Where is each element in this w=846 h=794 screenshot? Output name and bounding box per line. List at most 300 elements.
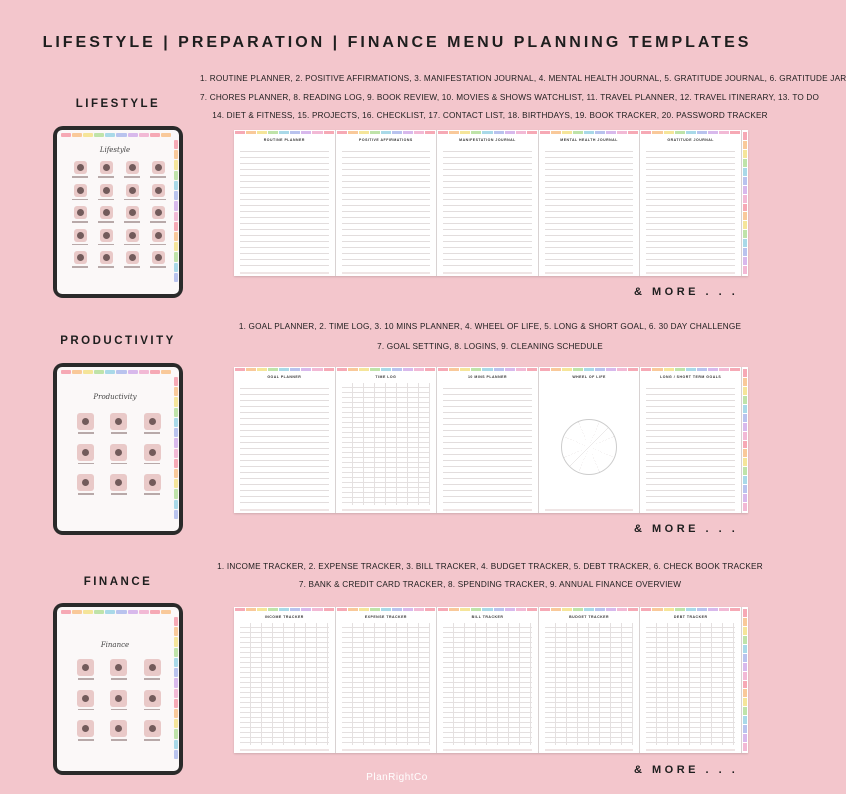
strip-side-tab[interactable] xyxy=(743,159,747,167)
page-tab[interactable] xyxy=(686,608,696,611)
strip-side-tab[interactable] xyxy=(743,716,747,724)
tablet-side-tab[interactable] xyxy=(174,232,178,241)
menu-icon-tile[interactable] xyxy=(136,474,169,495)
strip-side-tab[interactable] xyxy=(743,467,747,475)
page-tab[interactable] xyxy=(551,131,561,134)
tablet-top-tab[interactable] xyxy=(139,610,149,614)
page-tab[interactable] xyxy=(606,608,616,611)
tablet-top-tabs[interactable] xyxy=(61,370,171,374)
page-tab[interactable] xyxy=(551,608,561,611)
tablet-side-tab[interactable] xyxy=(174,201,178,210)
strip-side-tab[interactable] xyxy=(743,698,747,706)
strip-side-tab[interactable] xyxy=(743,168,747,176)
page-tab[interactable] xyxy=(708,131,718,134)
menu-icon-tile[interactable] xyxy=(102,474,135,495)
menu-icon-tile[interactable] xyxy=(67,161,93,178)
strip-side-tab[interactable] xyxy=(743,636,747,644)
strip-side-tab[interactable] xyxy=(743,654,747,662)
menu-icon-tile[interactable] xyxy=(145,251,171,268)
tablet-side-tab[interactable] xyxy=(174,263,178,272)
page-tab[interactable] xyxy=(312,131,322,134)
page-tab[interactable] xyxy=(381,131,391,134)
page-tab[interactable] xyxy=(540,131,550,134)
page-tab[interactable] xyxy=(246,131,256,134)
page-tab[interactable] xyxy=(641,368,651,371)
tablet-side-tab[interactable] xyxy=(174,709,178,718)
page-tab[interactable] xyxy=(403,368,413,371)
page-tab[interactable] xyxy=(675,608,685,611)
page-tab[interactable] xyxy=(460,131,470,134)
strip-side-tab[interactable] xyxy=(743,423,747,431)
menu-icon-tile[interactable] xyxy=(102,413,135,434)
template-page[interactable] xyxy=(640,130,742,276)
page-tab[interactable] xyxy=(471,608,481,611)
page-tab[interactable] xyxy=(675,368,685,371)
strip-side-tabs[interactable] xyxy=(742,607,748,753)
menu-icon-tile[interactable] xyxy=(136,720,169,741)
tablet-side-tab[interactable] xyxy=(174,689,178,698)
page-tab[interactable] xyxy=(562,131,572,134)
page-tab[interactable] xyxy=(279,131,289,134)
page-tab[interactable] xyxy=(628,368,638,371)
template-page[interactable] xyxy=(336,130,438,276)
menu-icon-tile[interactable] xyxy=(136,659,169,680)
template-page[interactable] xyxy=(539,367,641,513)
tablet-side-tab[interactable] xyxy=(174,212,178,221)
tablet-top-tab[interactable] xyxy=(128,133,138,137)
page-tab[interactable] xyxy=(540,608,550,611)
menu-icon-tile[interactable] xyxy=(102,690,135,711)
menu-icon-tile[interactable] xyxy=(69,720,102,741)
page-tab[interactable] xyxy=(337,131,347,134)
page-tab[interactable] xyxy=(675,131,685,134)
tablet-side-tab[interactable] xyxy=(174,479,178,488)
page-tab[interactable] xyxy=(606,368,616,371)
tablet-top-tab[interactable] xyxy=(116,370,126,374)
page-tab[interactable] xyxy=(719,131,729,134)
tablet-top-tab[interactable] xyxy=(83,370,93,374)
strip-side-tab[interactable] xyxy=(743,132,747,140)
page-tab[interactable] xyxy=(290,368,300,371)
page-tab[interactable] xyxy=(708,368,718,371)
tablet-side-tab[interactable] xyxy=(174,171,178,180)
strip-side-tab[interactable] xyxy=(743,707,747,715)
page-tab[interactable] xyxy=(301,131,311,134)
tablet-top-tab[interactable] xyxy=(94,370,104,374)
page-tab[interactable] xyxy=(449,368,459,371)
strip-side-tab[interactable] xyxy=(743,204,747,212)
page-tab[interactable] xyxy=(359,608,369,611)
menu-icon-tile[interactable] xyxy=(93,184,119,201)
tablet-side-tab[interactable] xyxy=(174,438,178,447)
page-tab[interactable] xyxy=(460,608,470,611)
tablet-top-tab[interactable] xyxy=(83,133,93,137)
tablet-side-tab[interactable] xyxy=(174,627,178,636)
tablet-side-tab[interactable] xyxy=(174,377,178,386)
page-tab[interactable] xyxy=(652,368,662,371)
tablet-side-tab[interactable] xyxy=(174,181,178,190)
page-tab[interactable] xyxy=(312,608,322,611)
strip-side-tab[interactable] xyxy=(743,494,747,502)
tablet-top-tab[interactable] xyxy=(139,133,149,137)
template-page[interactable] xyxy=(437,367,539,513)
template-page[interactable] xyxy=(640,607,742,753)
page-tab[interactable] xyxy=(301,608,311,611)
page-tab[interactable] xyxy=(641,608,651,611)
page-tab[interactable] xyxy=(730,368,740,371)
tablet-side-tab[interactable] xyxy=(174,719,178,728)
tablet-side-tab[interactable] xyxy=(174,418,178,427)
strip-side-tab[interactable] xyxy=(743,485,747,493)
strip-side-tab[interactable] xyxy=(743,441,747,449)
tablet-top-tab[interactable] xyxy=(83,610,93,614)
page-tab[interactable] xyxy=(268,368,278,371)
page-tab[interactable] xyxy=(392,131,402,134)
strip-side-tab[interactable] xyxy=(743,266,747,274)
tablet-side-tab[interactable] xyxy=(174,222,178,231)
page-tab[interactable] xyxy=(730,608,740,611)
strip-side-tab[interactable] xyxy=(743,177,747,185)
page-tab[interactable] xyxy=(584,368,594,371)
strip-side-tab[interactable] xyxy=(743,689,747,697)
tablet-top-tab[interactable] xyxy=(128,610,138,614)
tablet-top-tab[interactable] xyxy=(61,610,71,614)
strip-side-tab[interactable] xyxy=(743,387,747,395)
tablet-top-tab[interactable] xyxy=(116,610,126,614)
tablet-side-tab[interactable] xyxy=(174,428,178,437)
menu-icon-tile[interactable] xyxy=(67,229,93,246)
page-tab[interactable] xyxy=(359,368,369,371)
strip-side-tab[interactable] xyxy=(743,248,747,256)
tablet-top-tab[interactable] xyxy=(161,133,171,137)
page-tab[interactable] xyxy=(527,368,537,371)
tablet-top-tab[interactable] xyxy=(94,133,104,137)
tablet-side-tab[interactable] xyxy=(174,160,178,169)
page-tab[interactable] xyxy=(573,608,583,611)
strip-side-tab[interactable] xyxy=(743,378,747,386)
strip-side-tab[interactable] xyxy=(743,432,747,440)
strip-side-tab[interactable] xyxy=(743,725,747,733)
page-tab[interactable] xyxy=(425,368,435,371)
page-tab[interactable] xyxy=(370,131,380,134)
page-tab[interactable] xyxy=(527,131,537,134)
tablet-side-tab[interactable] xyxy=(174,191,178,200)
strip-side-tab[interactable] xyxy=(743,405,747,413)
page-tab[interactable] xyxy=(584,131,594,134)
page-tab[interactable] xyxy=(664,368,674,371)
strip-side-tab[interactable] xyxy=(743,645,747,653)
page-tab[interactable] xyxy=(628,131,638,134)
menu-icon-tile[interactable] xyxy=(102,720,135,741)
page-tab[interactable] xyxy=(617,368,627,371)
page-tab[interactable] xyxy=(730,131,740,134)
tablet-side-tab[interactable] xyxy=(174,500,178,509)
page-tab[interactable] xyxy=(246,608,256,611)
template-page[interactable] xyxy=(234,130,336,276)
page-tab[interactable] xyxy=(494,368,504,371)
page-tab[interactable] xyxy=(392,608,402,611)
strip-side-tab[interactable] xyxy=(743,663,747,671)
page-tab[interactable] xyxy=(595,368,605,371)
page-tab[interactable] xyxy=(348,131,358,134)
page-tab[interactable] xyxy=(628,608,638,611)
menu-icon-tile[interactable] xyxy=(69,690,102,711)
page-tab[interactable] xyxy=(268,608,278,611)
menu-icon-tile[interactable] xyxy=(119,251,145,268)
page-tab[interactable] xyxy=(482,608,492,611)
page-tab[interactable] xyxy=(268,131,278,134)
tablet-side-tab[interactable] xyxy=(174,617,178,626)
tablet-side-tab[interactable] xyxy=(174,648,178,657)
page-tab[interactable] xyxy=(573,131,583,134)
tablet-side-tab[interactable] xyxy=(174,449,178,458)
page-tab[interactable] xyxy=(337,608,347,611)
tablet-top-tab[interactable] xyxy=(161,610,171,614)
strip-side-tabs[interactable] xyxy=(742,130,748,276)
menu-icon-tile[interactable] xyxy=(69,474,102,495)
page-tab[interactable] xyxy=(482,131,492,134)
strip-side-tab[interactable] xyxy=(743,239,747,247)
menu-icon-tile[interactable] xyxy=(102,444,135,465)
tablet-side-tab[interactable] xyxy=(174,489,178,498)
tablet-side-tab[interactable] xyxy=(174,678,178,687)
page-tab[interactable] xyxy=(516,608,526,611)
strip-side-tab[interactable] xyxy=(743,627,747,635)
tablet-top-tab[interactable] xyxy=(150,370,160,374)
page-tab[interactable] xyxy=(414,368,424,371)
page-tab[interactable] xyxy=(425,608,435,611)
tablet-side-tab[interactable] xyxy=(174,273,178,282)
page-tab[interactable] xyxy=(686,368,696,371)
tablet-top-tab[interactable] xyxy=(61,370,71,374)
page-tab[interactable] xyxy=(449,131,459,134)
strip-side-tab[interactable] xyxy=(743,195,747,203)
strip-side-tab[interactable] xyxy=(743,458,747,466)
page-tab[interactable] xyxy=(348,368,358,371)
strip-side-tab[interactable] xyxy=(743,221,747,229)
tablet-top-tab[interactable] xyxy=(139,370,149,374)
tablet-side-tab[interactable] xyxy=(174,740,178,749)
page-tab[interactable] xyxy=(719,608,729,611)
menu-icon-tile[interactable] xyxy=(93,161,119,178)
page-tab[interactable] xyxy=(551,368,561,371)
page-tab[interactable] xyxy=(324,368,334,371)
tablet-top-tab[interactable] xyxy=(94,610,104,614)
tablet-top-tab[interactable] xyxy=(105,370,115,374)
strip-side-tab[interactable] xyxy=(743,672,747,680)
tablet-side-tab[interactable] xyxy=(174,668,178,677)
template-page[interactable] xyxy=(437,130,539,276)
page-tab[interactable] xyxy=(562,368,572,371)
page-tab[interactable] xyxy=(617,608,627,611)
menu-icon-tile[interactable] xyxy=(69,413,102,434)
tablet-top-tab[interactable] xyxy=(105,133,115,137)
page-tab[interactable] xyxy=(290,608,300,611)
page-tab[interactable] xyxy=(505,608,515,611)
template-page[interactable] xyxy=(539,607,641,753)
page-tab[interactable] xyxy=(540,368,550,371)
page-tab[interactable] xyxy=(257,131,267,134)
page-tab[interactable] xyxy=(595,131,605,134)
menu-icon-tile[interactable] xyxy=(119,206,145,223)
page-tab[interactable] xyxy=(527,608,537,611)
page-tab[interactable] xyxy=(438,131,448,134)
tablet-side-tab[interactable] xyxy=(174,397,178,406)
template-page[interactable] xyxy=(234,367,336,513)
template-page[interactable] xyxy=(640,367,742,513)
menu-icon-tile[interactable] xyxy=(145,184,171,201)
page-tab[interactable] xyxy=(595,608,605,611)
strip-side-tab[interactable] xyxy=(743,230,747,238)
strip-side-tab[interactable] xyxy=(743,369,747,377)
menu-icon-tile[interactable] xyxy=(69,444,102,465)
menu-icon-tile[interactable] xyxy=(93,206,119,223)
page-tab[interactable] xyxy=(438,608,448,611)
tablet-side-tab[interactable] xyxy=(174,150,178,159)
tablet-top-tab[interactable] xyxy=(72,610,82,614)
page-tab[interactable] xyxy=(697,368,707,371)
page-tab[interactable] xyxy=(449,608,459,611)
page-tab[interactable] xyxy=(235,608,245,611)
page-tab[interactable] xyxy=(359,131,369,134)
page-tab[interactable] xyxy=(652,131,662,134)
tablet-side-tabs[interactable] xyxy=(174,140,178,282)
tablet-side-tab[interactable] xyxy=(174,699,178,708)
menu-icon-tile[interactable] xyxy=(67,251,93,268)
template-page[interactable] xyxy=(437,607,539,753)
strip-side-tab[interactable] xyxy=(743,150,747,158)
page-tab[interactable] xyxy=(257,368,267,371)
tablet-top-tab[interactable] xyxy=(72,133,82,137)
page-tab[interactable] xyxy=(652,608,662,611)
tablet-top-tabs[interactable] xyxy=(61,610,171,614)
page-tab[interactable] xyxy=(370,368,380,371)
page-tab[interactable] xyxy=(617,131,627,134)
page-tab[interactable] xyxy=(324,131,334,134)
menu-icon-tile[interactable] xyxy=(136,413,169,434)
menu-icon-tile[interactable] xyxy=(136,690,169,711)
tablet-side-tab[interactable] xyxy=(174,510,178,519)
page-tab[interactable] xyxy=(573,368,583,371)
tablet-side-tab[interactable] xyxy=(174,408,178,417)
tablet-side-tab[interactable] xyxy=(174,729,178,738)
tablet-top-tabs[interactable] xyxy=(61,133,171,137)
page-tab[interactable] xyxy=(516,368,526,371)
menu-icon-tile[interactable] xyxy=(119,161,145,178)
strip-side-tab[interactable] xyxy=(743,414,747,422)
tablet-top-tab[interactable] xyxy=(161,370,171,374)
page-tab[interactable] xyxy=(312,368,322,371)
page-tab[interactable] xyxy=(562,608,572,611)
tablet-side-tab[interactable] xyxy=(174,658,178,667)
strip-side-tab[interactable] xyxy=(743,141,747,149)
tablet-side-tab[interactable] xyxy=(174,459,178,468)
strip-side-tab[interactable] xyxy=(743,503,747,511)
tablet-side-tabs[interactable] xyxy=(174,377,178,519)
page-tab[interactable] xyxy=(381,608,391,611)
page-tab[interactable] xyxy=(708,608,718,611)
page-tab[interactable] xyxy=(460,368,470,371)
menu-icon-tile[interactable] xyxy=(136,444,169,465)
tablet-side-tab[interactable] xyxy=(174,252,178,261)
tablet-top-tab[interactable] xyxy=(72,370,82,374)
strip-side-tabs[interactable] xyxy=(742,367,748,513)
template-page[interactable] xyxy=(234,607,336,753)
page-tab[interactable] xyxy=(697,131,707,134)
strip-side-tab[interactable] xyxy=(743,734,747,742)
page-tab[interactable] xyxy=(301,368,311,371)
menu-icon-tile[interactable] xyxy=(119,229,145,246)
page-tab[interactable] xyxy=(697,608,707,611)
page-tab[interactable] xyxy=(494,608,504,611)
template-page[interactable] xyxy=(336,367,438,513)
strip-side-tab[interactable] xyxy=(743,212,747,220)
page-tab[interactable] xyxy=(235,368,245,371)
strip-side-tab[interactable] xyxy=(743,618,747,626)
tablet-side-tab[interactable] xyxy=(174,469,178,478)
strip-side-tab[interactable] xyxy=(743,609,747,617)
page-tab[interactable] xyxy=(290,131,300,134)
strip-side-tab[interactable] xyxy=(743,449,747,457)
page-tab[interactable] xyxy=(403,608,413,611)
tablet-top-tab[interactable] xyxy=(150,133,160,137)
tablet-side-tab[interactable] xyxy=(174,140,178,149)
page-tab[interactable] xyxy=(348,608,358,611)
menu-icon-tile[interactable] xyxy=(67,184,93,201)
page-tab[interactable] xyxy=(324,608,334,611)
page-tab[interactable] xyxy=(482,368,492,371)
page-tab[interactable] xyxy=(235,131,245,134)
page-tab[interactable] xyxy=(438,368,448,371)
page-tab[interactable] xyxy=(494,131,504,134)
menu-icon-tile[interactable] xyxy=(102,659,135,680)
tablet-top-tab[interactable] xyxy=(128,370,138,374)
page-tab[interactable] xyxy=(370,608,380,611)
strip-side-tab[interactable] xyxy=(743,396,747,404)
menu-icon-tile[interactable] xyxy=(93,229,119,246)
tablet-side-tabs[interactable] xyxy=(174,617,178,759)
page-tab[interactable] xyxy=(505,368,515,371)
menu-icon-tile[interactable] xyxy=(145,161,171,178)
menu-icon-tile[interactable] xyxy=(145,229,171,246)
page-tab[interactable] xyxy=(279,608,289,611)
page-tab[interactable] xyxy=(584,608,594,611)
page-tab[interactable] xyxy=(664,608,674,611)
tablet-side-tab[interactable] xyxy=(174,750,178,759)
page-tab[interactable] xyxy=(471,368,481,371)
template-page[interactable] xyxy=(336,607,438,753)
page-tab[interactable] xyxy=(664,131,674,134)
strip-side-tab[interactable] xyxy=(743,186,747,194)
menu-icon-tile[interactable] xyxy=(69,659,102,680)
page-tab[interactable] xyxy=(516,131,526,134)
page-tab[interactable] xyxy=(257,608,267,611)
tablet-side-tab[interactable] xyxy=(174,387,178,396)
template-page[interactable] xyxy=(539,130,641,276)
menu-icon-tile[interactable] xyxy=(67,206,93,223)
tablet-top-tab[interactable] xyxy=(116,133,126,137)
page-tab[interactable] xyxy=(403,131,413,134)
tablet-side-tab[interactable] xyxy=(174,637,178,646)
menu-icon-tile[interactable] xyxy=(145,206,171,223)
strip-side-tab[interactable] xyxy=(743,681,747,689)
strip-side-tab[interactable] xyxy=(743,257,747,265)
menu-icon-tile[interactable] xyxy=(119,184,145,201)
page-tab[interactable] xyxy=(414,131,424,134)
tablet-top-tab[interactable] xyxy=(150,610,160,614)
page-tab[interactable] xyxy=(246,368,256,371)
page-tab[interactable] xyxy=(337,368,347,371)
